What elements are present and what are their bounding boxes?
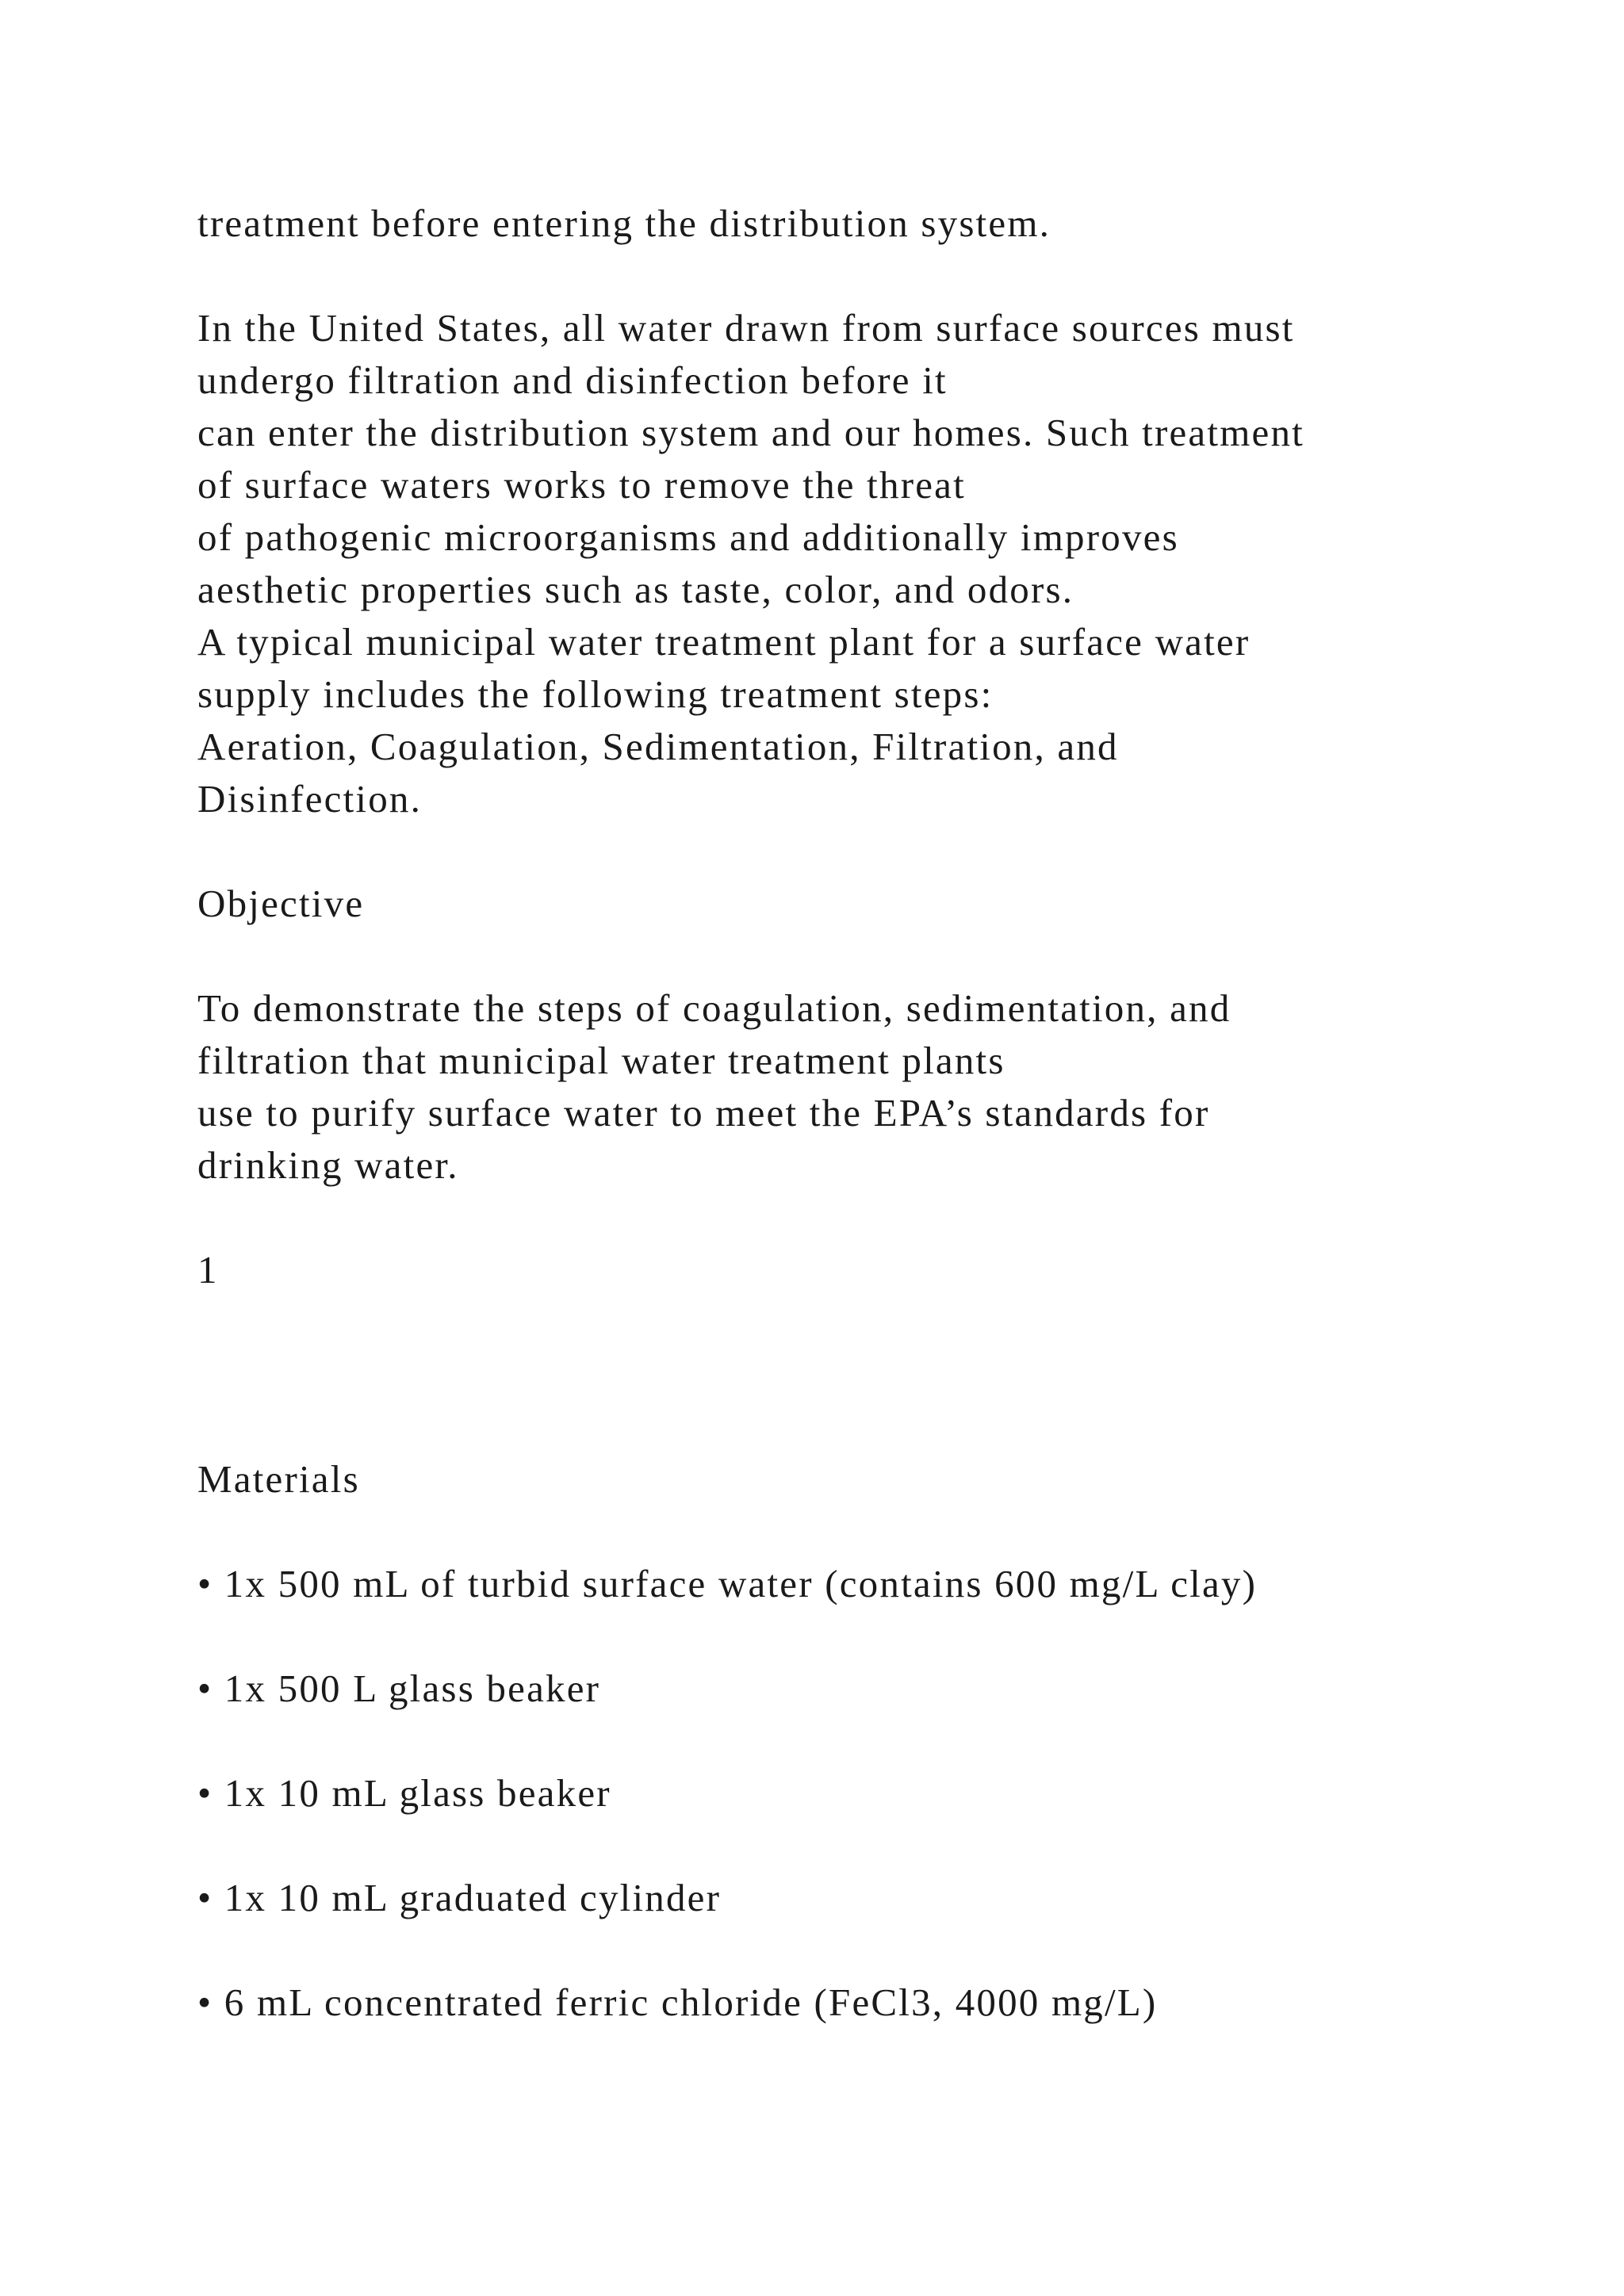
materials-list-item: • 1x 500 L glass beaker (197, 1667, 601, 1710)
intro-line: treatment before entering the distribution system. (197, 201, 1051, 245)
body-text-line: aesthetic properties such as taste, color, and odors. (197, 568, 1074, 611)
materials-list-item: • 1x 10 mL glass beaker (197, 1771, 611, 1815)
objective-text-line: drinking water. (197, 1143, 459, 1187)
body-text-line: A typical municipal water treatment plant for a surface water (197, 620, 1251, 664)
body-text-line: of surface waters works to remove the threat (197, 463, 966, 507)
body-text-line: of pathogenic microorganisms and additionally improves (197, 515, 1179, 559)
body-text-line: can enter the distribution system and our homes. Such treatment (197, 411, 1304, 454)
body-text-line: supply includes the following treatment steps: (197, 672, 994, 716)
page-number: 1 (197, 1248, 219, 1292)
materials-list-item: • 1x 10 mL graduated cylinder (197, 1876, 722, 1919)
objective-text-line: filtration that municipal water treatment plants (197, 1039, 1005, 1082)
body-text-line: Disinfection. (197, 777, 423, 821)
body-text-line: In the United States, all water drawn from surface sources must (197, 306, 1295, 350)
materials-list-item: • 6 mL concentrated ferric chloride (FeCl3, 4000 mg/L) (197, 1980, 1158, 2024)
section-heading-materials: Materials (197, 1457, 360, 1501)
objective-text-line: use to purify surface water to meet the EPA’s standards for (197, 1091, 1210, 1135)
body-text-line: Aeration, Coagulation, Sedimentation, Filtration, and (197, 725, 1119, 768)
objective-text-line: To demonstrate the steps of coagulation, sedimentation, and (197, 986, 1231, 1030)
body-text-line: undergo filtration and disinfection before it (197, 358, 948, 402)
materials-list-item: • 1x 500 mL of turbid surface water (contains 600 mg/L clay) (197, 1562, 1258, 1605)
section-heading-objective: Objective (197, 882, 365, 925)
